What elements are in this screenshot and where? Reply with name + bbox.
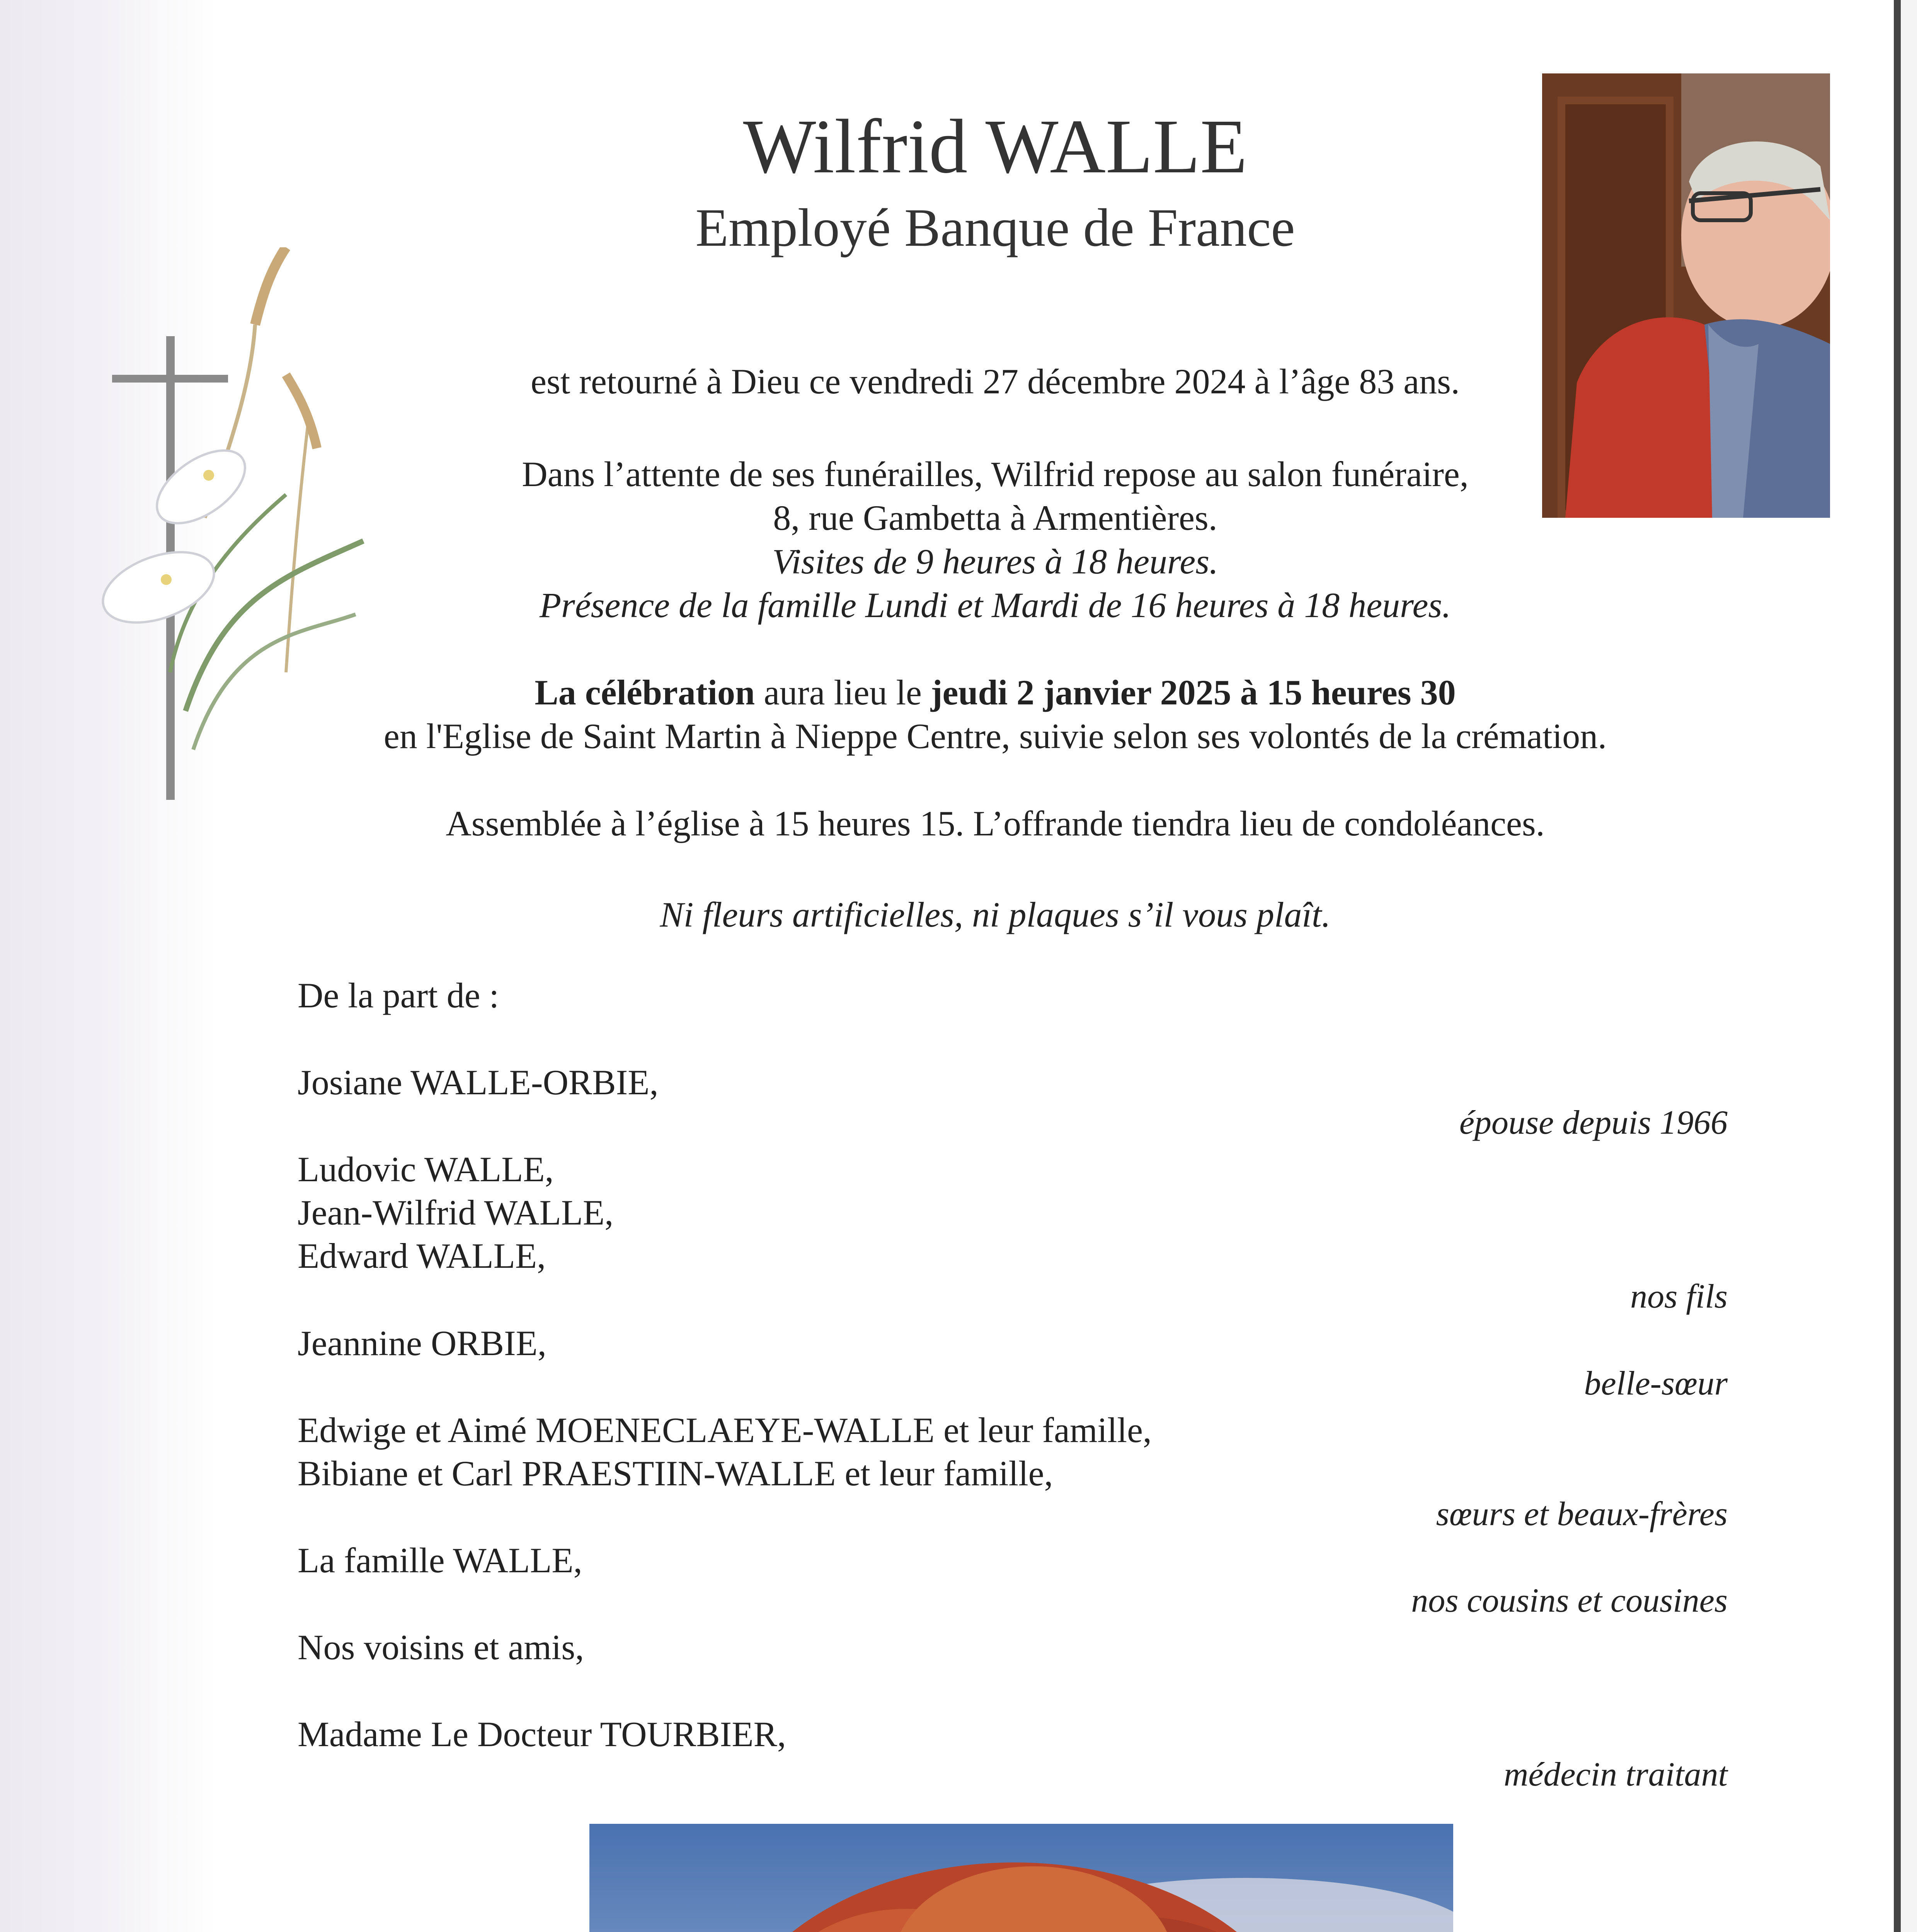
celebration-date: jeudi 2 janvier 2025 à 15 heures 30 [930, 673, 1456, 712]
family-intro: De la part de : [298, 976, 499, 1015]
scan-margin [1901, 0, 1917, 1932]
sister-in-law-role: belle-sœur [1584, 1365, 1728, 1402]
family-presence: Présence de la famille Lundi et Mardi de 16 heures à 18 heures. [539, 585, 1451, 625]
profession: Employé Banque de France [695, 198, 1295, 258]
death-announcement: est retourné à Dieu ce vendredi 27 décembre 2024 à l’âge 83 ans. [531, 362, 1460, 401]
walle-family: La famille WALLE, [298, 1541, 582, 1580]
sibling-family: Bibiane et Carl PRAESTIIN-WALLE et leur famille, [298, 1454, 1053, 1493]
siblings-role: sœurs et beaux-frères [1436, 1495, 1728, 1533]
doctor-role: médecin traitant [1503, 1756, 1728, 1793]
visiting-hours: Visites de 9 heures à 18 heures. [772, 542, 1219, 581]
assembly-line: Assemblée à l’église à 15 heures 15. L’offrande tiendra lieu de condoléances. [446, 804, 1545, 843]
rest-location-line-2: 8, rue Gambetta à Armentières. [773, 498, 1217, 537]
son-name: Jean-Wilfrid WALLE, [298, 1193, 614, 1232]
rest-location-line-1: Dans l’attente de ses funérailles, Wilfrid repose au salon funéraire, [522, 454, 1469, 494]
celebration-connector: aura lieu le [755, 673, 931, 712]
deceased-name: Wilfrid WALLE [743, 104, 1248, 189]
cousins-role: nos cousins et cousines [1411, 1582, 1728, 1619]
sons-role: nos fils [1630, 1278, 1728, 1315]
sister-in-law-name: Jeannine ORBIE, [298, 1323, 546, 1363]
neighbors-friends: Nos voisins et amis, [298, 1628, 584, 1667]
doctor-name: Madame Le Docteur TOURBIER, [298, 1714, 786, 1754]
no-flowers-notice: Ni fleurs artificielles, ni plaques s’il vous plaît. [660, 895, 1331, 934]
tree-memorial-image [589, 1824, 1453, 1932]
scan-edge [1894, 0, 1901, 1932]
church-line: en l'Eglise de Saint Martin à Nieppe Centre, suivie selon ses volontés de la crémation. [383, 716, 1607, 756]
sibling-family: Edwige et Aimé MOENECLAEYE-WALLE et leur famille, [298, 1410, 1152, 1450]
celebration-line [232, 670, 1759, 714]
son-name: Edward WALLE, [298, 1236, 546, 1276]
son-name: Ludovic WALLE, [298, 1150, 554, 1189]
spouse-name: Josiane WALLE-ORBIE, [298, 1063, 659, 1102]
spouse-role: épouse depuis 1966 [1459, 1104, 1728, 1141]
celebration-label: La célébration [535, 673, 755, 712]
